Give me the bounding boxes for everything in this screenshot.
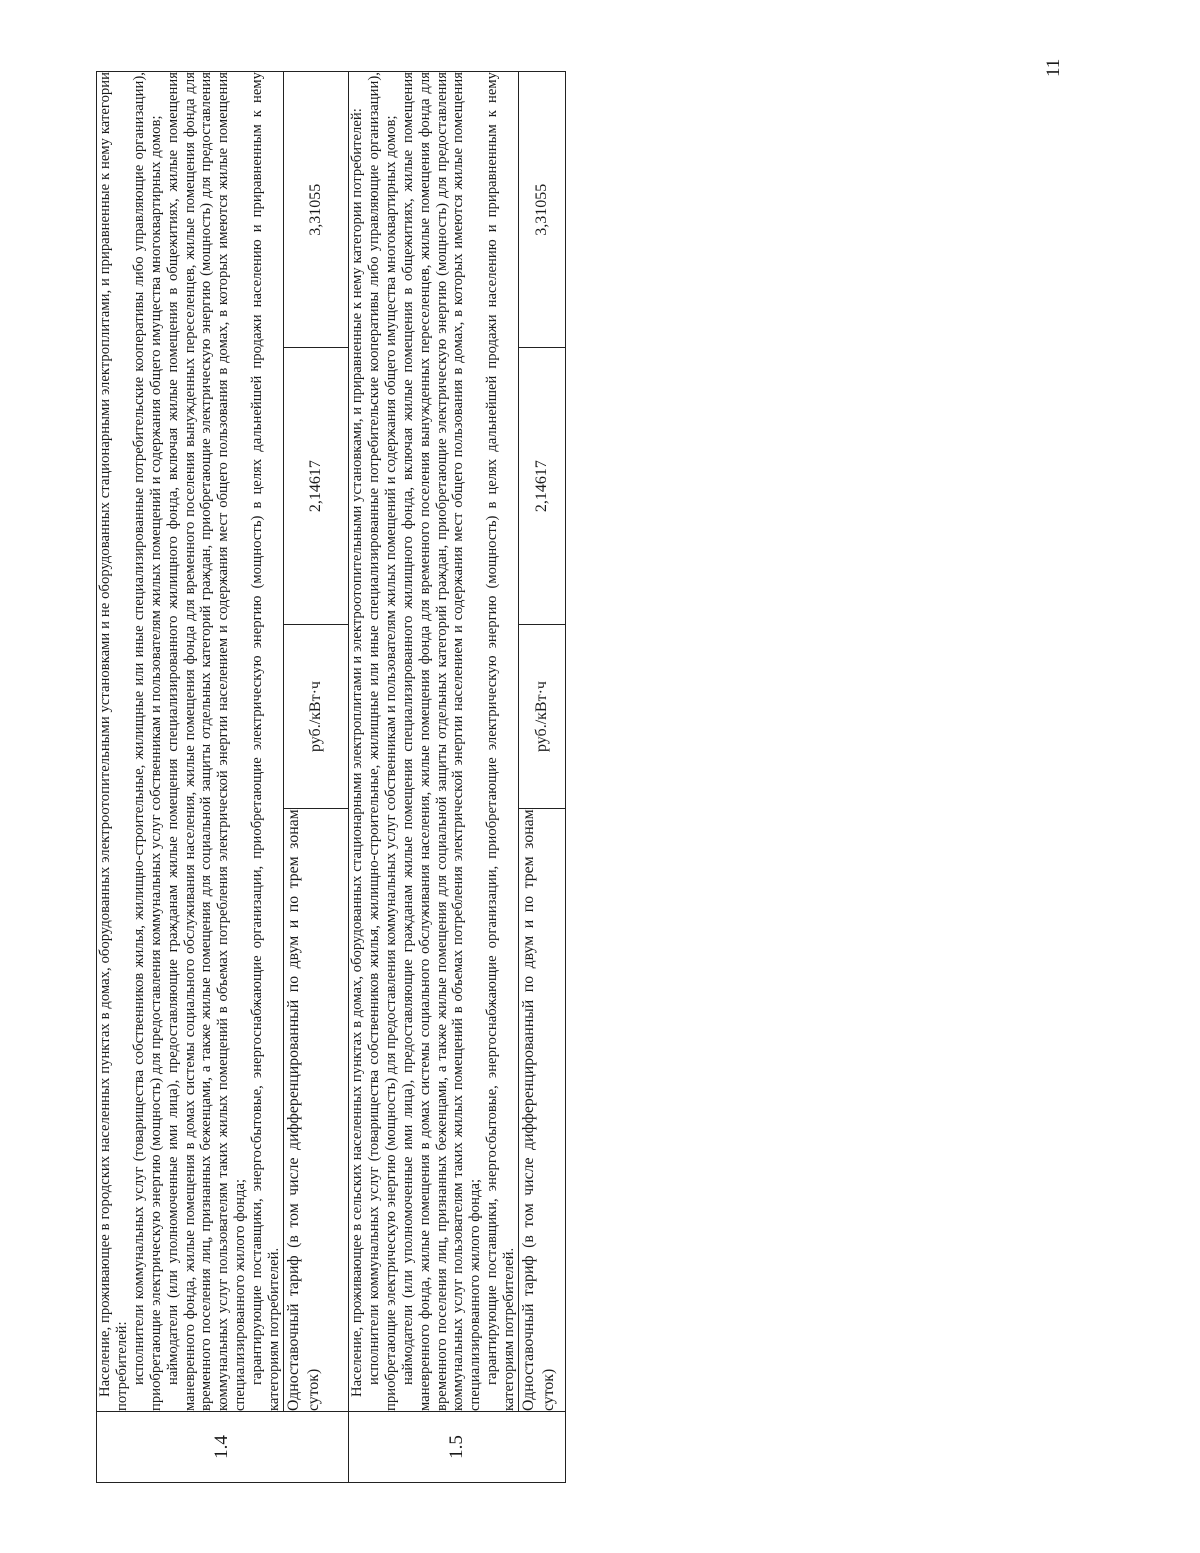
tariff-subrow xyxy=(283,72,348,1412)
paragraph: гарантирующие поставщики, энергосбытовые, энергоснабжающие организации, приобретающие электрическую энергию (мощность) в целях дальнейшей продажи населению и приравненным к нему категориям потребителей. xyxy=(249,72,283,1411)
tariff-line xyxy=(284,72,348,1411)
paragraph: Население, проживающее в городских населенных пунктах в домах, оборудованных электроотопительными установками и не оборудованных стационарными электроплитами, и приравненные к нему категории потребителей: xyxy=(97,72,130,1411)
paragraph: наймодатели (или уполномоченные ими лица), предоставляющие гражданам жилые помещения специализированного жилищного фонда, включая жилые помещения в общежитиях, жилые помещения маневренного фонда, жилые помещения в домах системы социального обслуживания населения, жилые помещения фонда для временного поселения вынужденных переселенцев, жилые помещения фонда для временного поселения лиц, признанных беженцами, а также жилые помещения для социальной защиты отдельных категорий граждан, приобретающие электрическую энергию (мощность) для предоставления коммунальных услуг пользователям таких жилых помещений в объемах потребления электрической энергии населением и содержания мест общего пользования в домах, в которых имеются жилые помещения специализированного жилого фонда; xyxy=(164,72,249,1411)
tariff-value-1: 2,14617 xyxy=(519,348,565,624)
page-number: 11 xyxy=(1043,58,1064,77)
paragraph: наймодатели (или уполномоченные ими лица), предоставляющие гражданам жилые помещения специализированного жилищного фонда, включая жилые помещения в общежитиях, жилые помещения маневренного фонда, жилые помещения в домах системы социального обслуживания населения, жилые помещения фонда для временного поселения вынужденных переселенцев, жилые помещения фонда для временного поселения лиц, признанных беженцами, а также жилые помещения для социальной защиты отдельных категорий граждан, приобретающие электрическую энергию (мощность) для предоставления коммунальных услуг пользователям таких жилых помещений в объемах потребления электрической энергии населением и содержания мест общего пользования в домах, в которых имеются жилые помещения специализированного жилого фонда; xyxy=(399,72,484,1411)
category-description xyxy=(97,72,284,1412)
tariff-name: Одноставочный тариф (в том числе дифференцированный по двум и по трем зонам суток) xyxy=(284,809,322,1411)
tariff-value-2: 3,31055 xyxy=(284,72,348,348)
tariff-table xyxy=(96,71,566,1483)
paragraph: Население, проживающее в сельских населенных пунктах в домах, оборудованных стационарными электроплитами и электроотопительными установками, и приравненные к нему категории потребителей: xyxy=(348,108,365,1397)
tariff-unit: руб./кВт·ч xyxy=(284,624,348,809)
table-row xyxy=(348,72,518,1483)
category-description xyxy=(348,72,518,1412)
tariff-value-1: 2,14617 xyxy=(284,348,348,624)
tariff-unit: руб./кВт·ч xyxy=(519,624,565,809)
table-row xyxy=(283,72,348,1483)
tariff-value-2: 3,31055 xyxy=(519,72,565,348)
row-number: 1.5 xyxy=(348,1412,565,1483)
paragraph: исполнители коммунальных услуг (товарищества собственников жилья, жилищно-строительные, жилищные или иные специализированные потребительские кооперативы либо управляющие организации), приобретающие электрическую энергию (мощность) для предоставления коммунальных услуг собственникам и пользователям жилых помещений и содержания общего имущества многоквартирных домов; xyxy=(130,72,164,1411)
tariff-name: Одноставочный тариф (в том числе дифференцированный по двум и по трем зонам суток) xyxy=(520,809,558,1411)
paragraph: гарантирующие поставщики, энергосбытовые, энергоснабжающие организации, приобретающие электрическую энергию (мощность) в целях дальнейшей продажи населению и приравненным к нему категориям потребителей. xyxy=(484,72,518,1411)
tariff-line xyxy=(519,72,565,1411)
table-row xyxy=(97,72,284,1483)
tariff-subrow xyxy=(519,72,566,1412)
paragraph: исполнители коммунальных услуг (товарищества собственников жилья, жилищно-строительные, жилищные или иные специализированные потребительские кооперативы либо управляющие организации), приобретающие электрическую энергию (мощность) для предоставления коммунальных услуг собственникам и пользователям жилых помещений и содержания общего имущества многоквартирных домов; xyxy=(365,72,399,1411)
table-row xyxy=(519,72,566,1483)
row-number: 1.4 xyxy=(97,1412,349,1483)
